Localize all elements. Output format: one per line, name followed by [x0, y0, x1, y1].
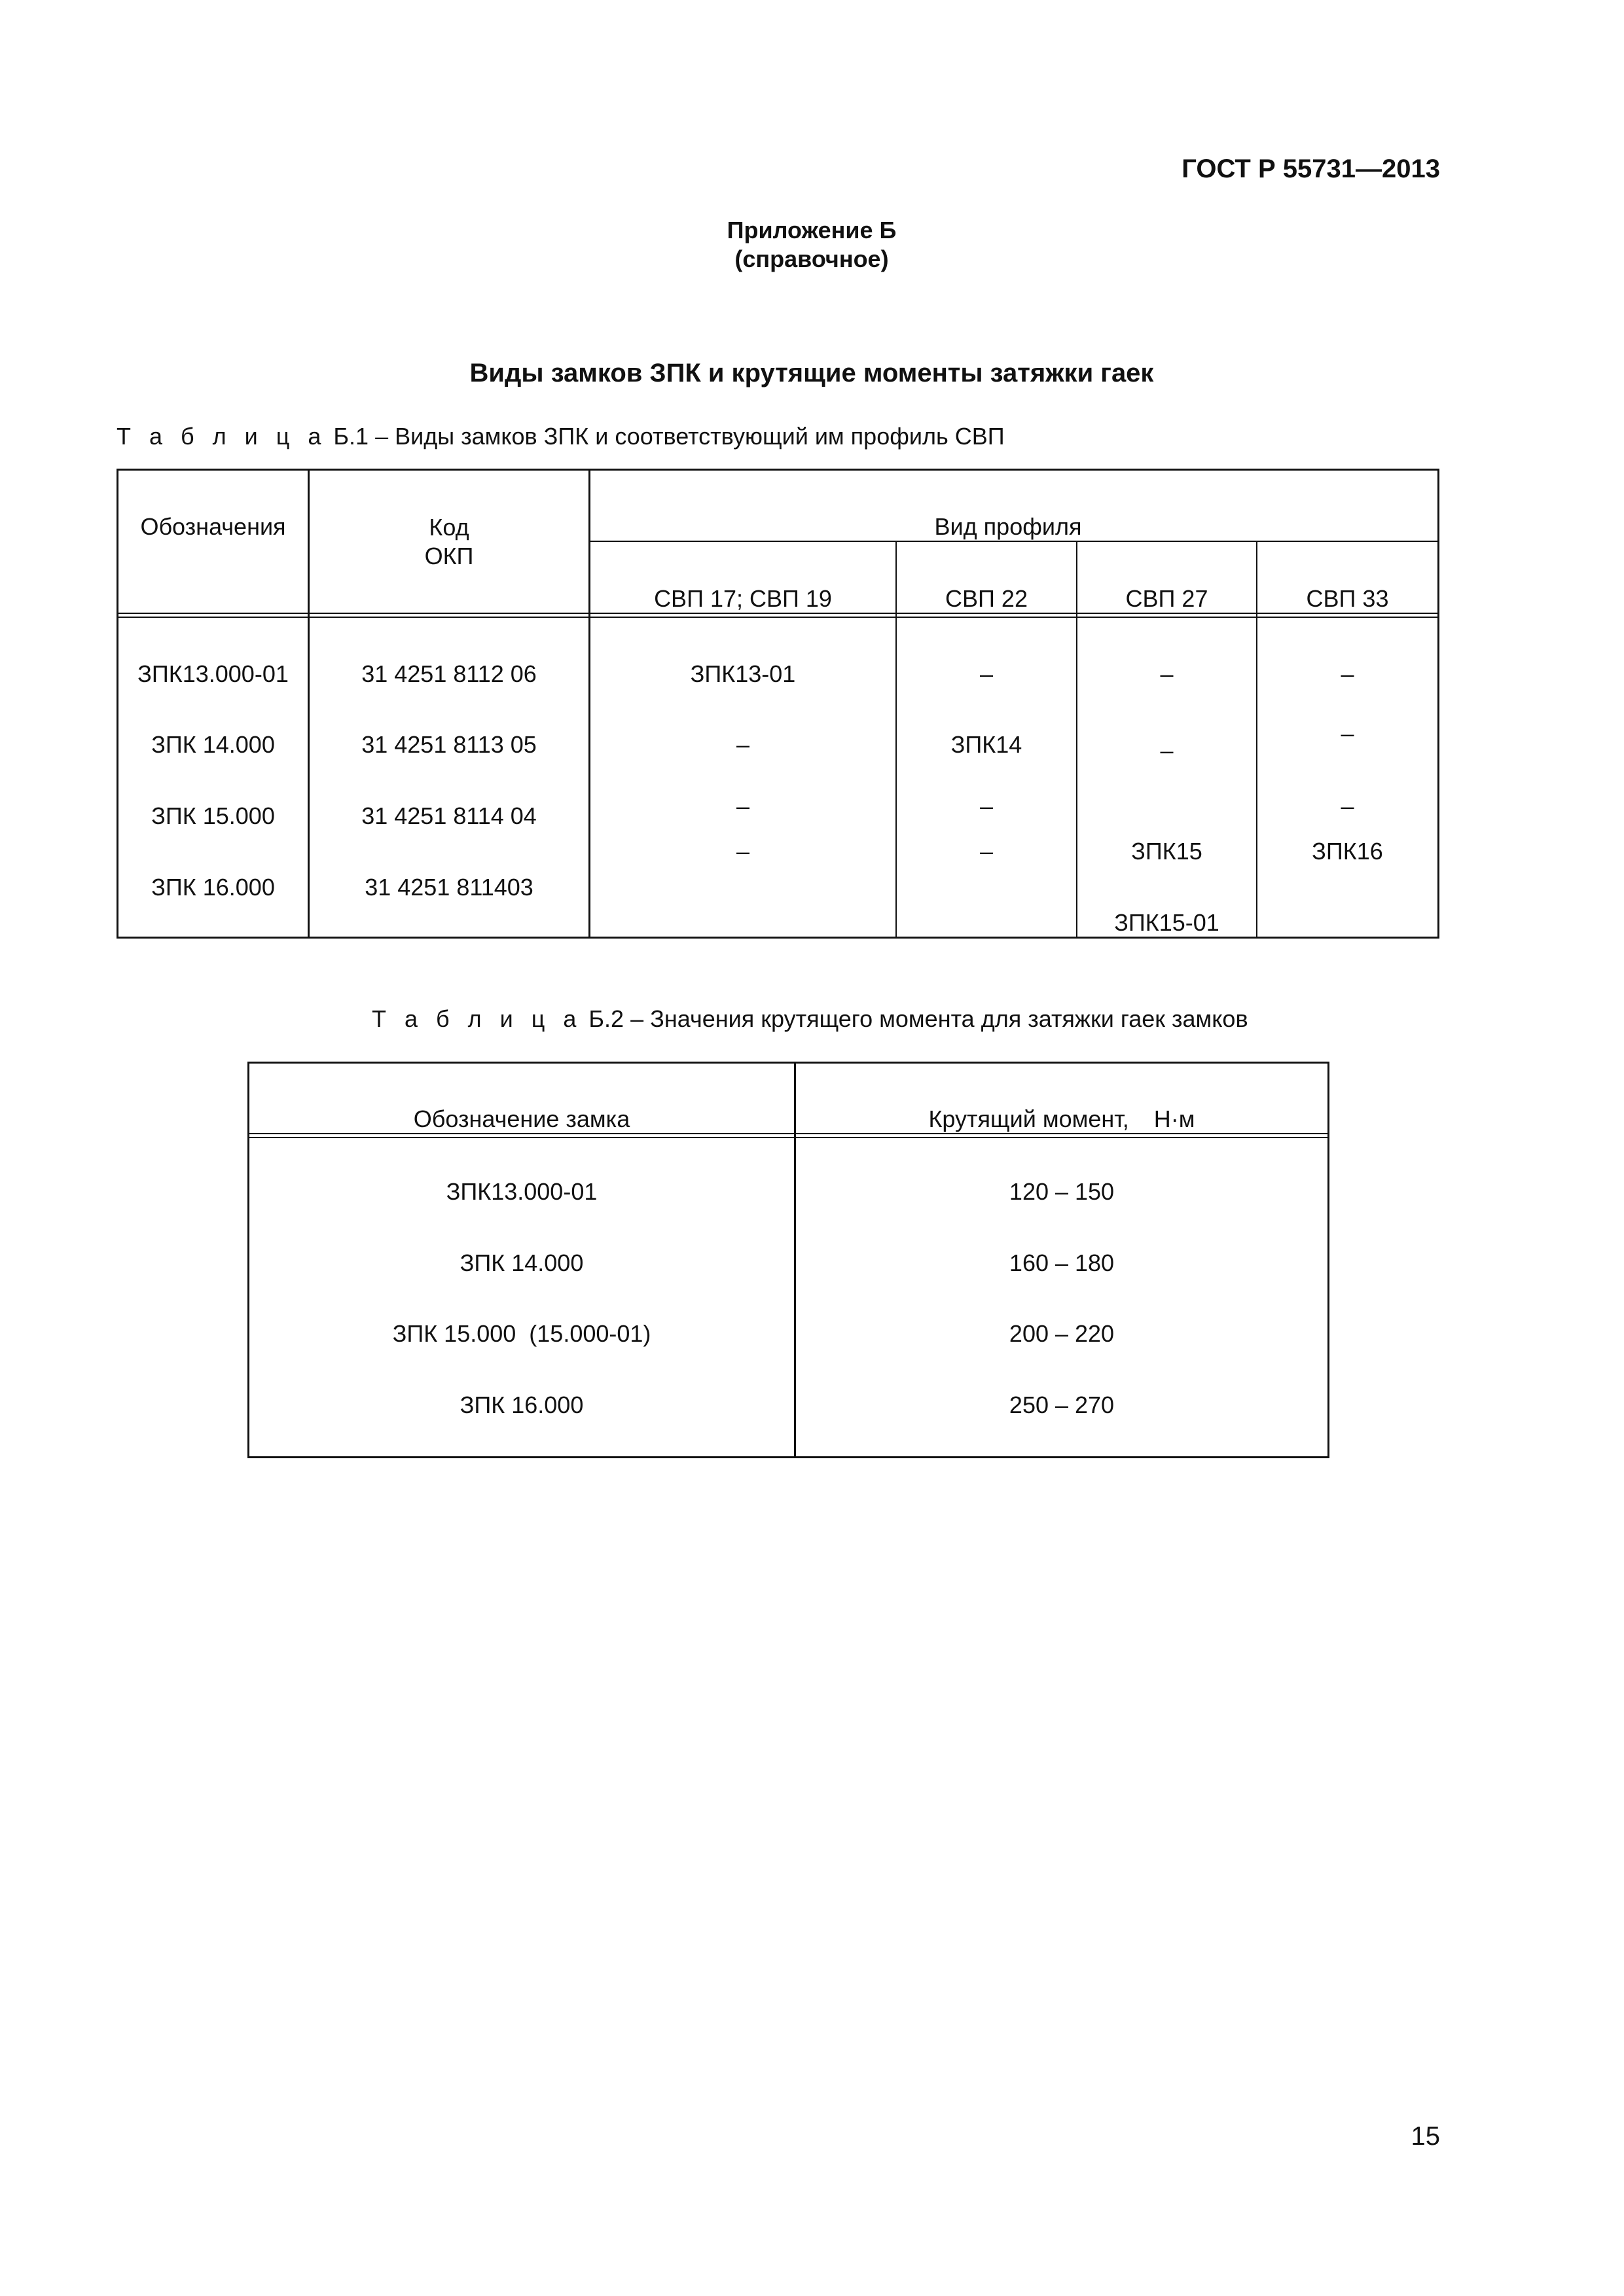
table-b1-profile-cell: – — [736, 731, 750, 758]
table-b2-caption-prefix: Т а б л и ц а — [372, 1005, 583, 1032]
table-b2-header-torque — [796, 1105, 1327, 1133]
appendix-heading — [550, 216, 1074, 274]
table-b1-profile-cell: – — [1160, 737, 1174, 764]
table-b1-border-top — [117, 469, 1439, 471]
table-b2-header-rule — [247, 1133, 1329, 1134]
table-b1-profile-cell: – — [1341, 793, 1354, 819]
table-b1-header-code-line1: Код — [429, 514, 469, 541]
table-b1-code: 31 4251 8112 06 — [361, 660, 537, 687]
table-b1-profile-cell: – — [1341, 720, 1354, 747]
table-b1-border-right — [1437, 469, 1439, 939]
table-b2-torque: 120 – 150 — [1009, 1178, 1115, 1205]
table-b1-header-code — [310, 513, 588, 571]
table-b1-header-rule — [117, 617, 1439, 618]
table-b2-header-rule — [247, 1137, 1329, 1138]
table-b1-header-rule — [117, 613, 1439, 614]
table-b2-lock: ЗПК 15.000 (15.000-01) — [392, 1320, 651, 1347]
section-title: Виды замков ЗПК и крутящие моменты затяжки гаек — [469, 359, 1154, 387]
table-b1-profile-cell: – — [979, 793, 994, 819]
table-b1-caption-text: Б.1 – Виды замков ЗПК и соответствующий им профиль СВП — [333, 423, 1005, 450]
table-b1-header-designation: Обозначения — [140, 513, 286, 540]
table-b1-designation: ЗПК 14.000 — [151, 731, 275, 758]
appendix-type: (справочное) — [734, 245, 889, 272]
table-b1-profile-cell: ЗПК15-01 — [1114, 909, 1219, 936]
table-b2-header-torque-label: Крутящий момент, — [928, 1105, 1129, 1132]
table-b2-lock: ЗПК 16.000 — [460, 1391, 584, 1418]
table-b1-subheader-line — [588, 541, 1439, 542]
table-b1-profile-cell: ЗПК15 — [1131, 838, 1202, 865]
table-b2-border-bottom — [247, 1456, 1329, 1458]
table-b1-designation: ЗПК 16.000 — [151, 874, 275, 901]
table-b1-profile-cell: ЗПК16 — [1312, 838, 1383, 865]
table-b1-caption-prefix: Т а б л и ц а — [117, 423, 327, 450]
table-b2-border-top — [247, 1062, 1329, 1064]
table-b2-torque: 200 – 220 — [1009, 1320, 1115, 1347]
table-b1-header-svp17-19: СВП 17; СВП 19 — [654, 585, 832, 612]
table-b1-designation: ЗПК13.000-01 — [137, 660, 289, 687]
table-b1-profile-cell: – — [979, 660, 994, 687]
table-b1-caption — [117, 423, 1005, 450]
table-b1-header-svp27: СВП 27 — [1125, 585, 1208, 612]
table-b1-header-svp22: СВП 22 — [945, 585, 1028, 612]
table-b2-lock: ЗПК13.000-01 — [446, 1178, 598, 1205]
table-b1-profile-cell: – — [1341, 660, 1354, 687]
table-b1-profile-cell: – — [1160, 660, 1174, 687]
table-b1-code: 31 4251 8114 04 — [361, 802, 537, 829]
table-b1-header-code-line2: ОКП — [424, 543, 474, 569]
appendix-title: Приложение Б — [727, 217, 897, 243]
table-b1-divider — [588, 469, 590, 939]
table-b1-header-svp33: СВП 33 — [1306, 585, 1389, 612]
table-b1-profile-cell: – — [736, 838, 750, 865]
table-b2-lock: ЗПК 14.000 — [460, 1249, 584, 1276]
table-b1-border-bottom — [117, 937, 1439, 939]
table-b2-torque: 160 – 180 — [1009, 1249, 1115, 1276]
table-b1-profile-cell: ЗПК13-01 — [690, 660, 796, 687]
table-b1-code: 31 4251 8113 05 — [361, 731, 537, 758]
table-b2-header-torque-unit: Н·м — [1153, 1105, 1195, 1132]
table-b1-profile-cell: ЗПК14 — [950, 731, 1022, 758]
table-b1-profile-cell: – — [736, 793, 750, 819]
table-b1-header-profile: Вид профиля — [934, 513, 1082, 540]
table-b2-caption-text: Б.2 – Значения крутящего момента для затяжки гаек замков — [588, 1005, 1248, 1032]
page-number: 15 — [1411, 2122, 1440, 2151]
table-b1-profile-cell: – — [979, 838, 994, 865]
table-b2-caption — [372, 1005, 1248, 1033]
table-b1-designation: ЗПК 15.000 — [151, 802, 275, 829]
table-b2-border-right — [1327, 1062, 1329, 1458]
table-b2-torque: 250 – 270 — [1009, 1391, 1115, 1418]
document-code: ГОСТ Р 55731—2013 — [1182, 154, 1440, 183]
table-b2-header-lock: Обозначение замка — [413, 1105, 630, 1132]
table-b1-code: 31 4251 811403 — [365, 874, 533, 901]
